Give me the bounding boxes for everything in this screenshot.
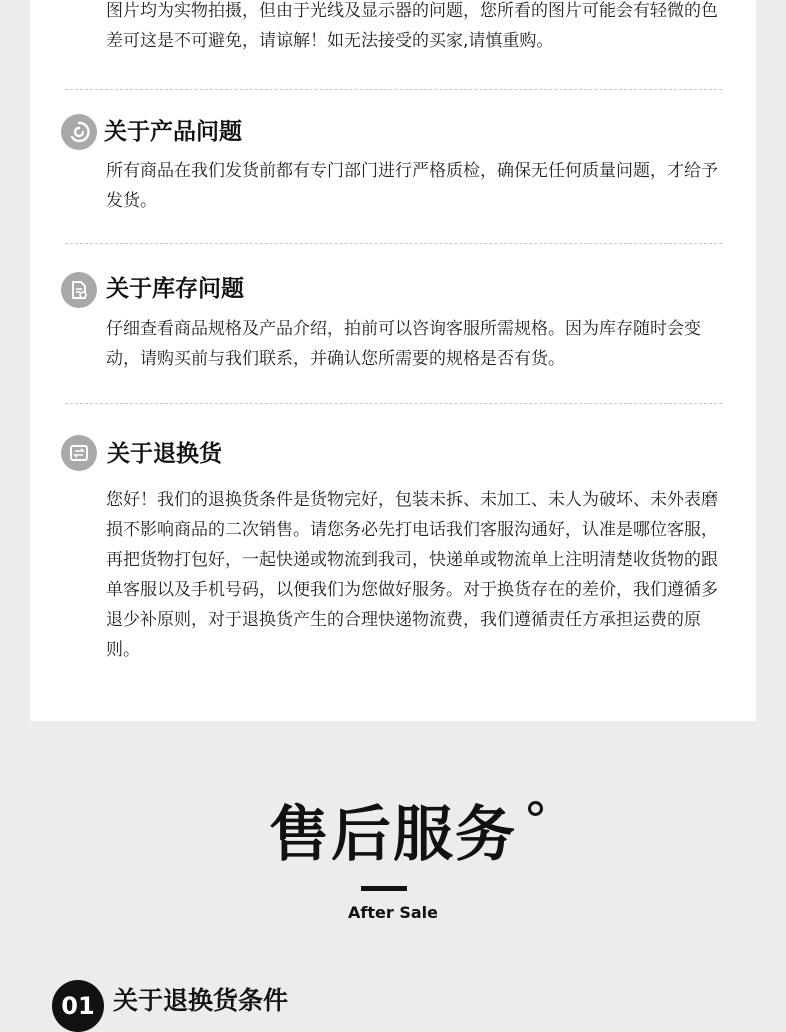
document-check-icon [61, 272, 97, 308]
exchange-box-icon [61, 435, 97, 471]
section-title-stock: 关于库存问题 [106, 276, 244, 302]
section-title-returns: 关于退换货 [107, 441, 222, 467]
return-condition-title: 关于退换货条件 [113, 986, 289, 1015]
heading-underline [361, 886, 407, 891]
section-body-product: 所有商品在我们发货前都有专门部门进行严格质检，确保无任何质量问题，才给予发货。 [106, 161, 718, 211]
section-title-product: 关于产品问题 [104, 119, 242, 145]
swirl-icon [61, 114, 97, 150]
section-body-stock: 仔细查看商品规格及产品介绍，拍前可以咨询客服所需规格。因为库存随时会变动，请购买前与我们联系，并确认您所需要的规格是否有货。 [106, 319, 701, 369]
intro-text: 图片均为实物拍摄，但由于光线及显示器的问题，您所看的图片可能会有轻微的色差可这是不可避免，请谅解！如无法接受的买家,请慎重购。 [106, 1, 718, 51]
divider [65, 243, 722, 244]
degree-mark [528, 801, 543, 816]
info-card [30, 0, 756, 721]
divider [65, 403, 722, 404]
after-sale-title: 售后服务 [269, 800, 517, 870]
after-sale-subtitle: After Sale [348, 903, 438, 922]
divider [65, 89, 722, 90]
section-body-returns: 您好！我们的退换货条件是货物完好，包装未拆、未加工、未人为破坏、未外表磨损不影响商品的二次销售。请您务必先打电话我们客服沟通好，认准是哪位客服，再把货物打包好，一起快递或物流到我司，快递单或物流单上注明清楚收货物的跟单客服以及手机号码，以便我们为您做好服务。对于换货存在的差价，我们遵循多退少补原则，对于退换货产生的合理快递物流费，我们遵循责任方承担运费的原则。 [106, 490, 718, 660]
item-number-badge: 01 [52, 980, 104, 1032]
after-sale-heading [0, 795, 786, 875]
